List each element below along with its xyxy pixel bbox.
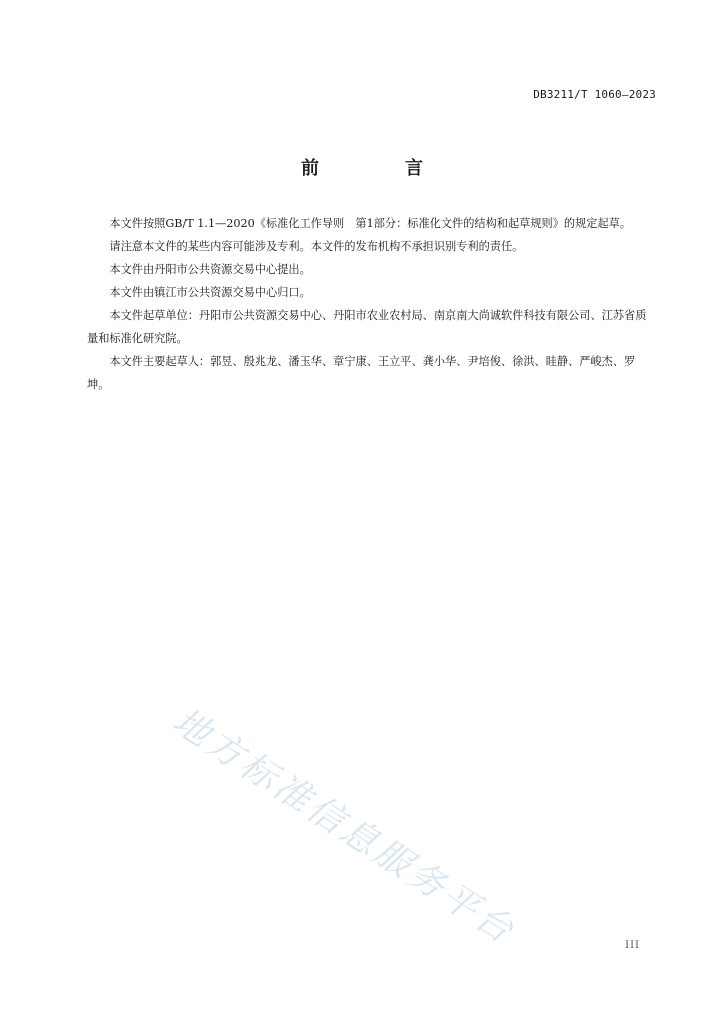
paragraph-centralized-unit: 本文件由镇江市公共资源交易中心归口。 — [109, 286, 311, 299]
paragraph-patent-notice: 请注意本文件的某些内容可能涉及专利。本文件的发布机构不承担识别专利的责任。 — [109, 240, 524, 253]
document-code: DB3211/T 1060—2023 — [533, 88, 656, 101]
preface-body — [87, 212, 657, 396]
watermark-text: 地方标准信息服务平台 — [165, 700, 524, 954]
page-number: III — [625, 940, 640, 951]
paragraph-drafting-units: 本文件起草单位：丹阳市公共资源交易中心、丹阳市农业农村局、南京南大尚诚软件科技有限公司、江苏省质量和标准化研究院。 — [87, 309, 647, 345]
page-title: 前 言 — [301, 158, 457, 179]
paragraph-drafters: 本文件主要起草人：郭昱、殷兆龙、潘玉华、章宁康、王立平、龚小华、尹培俊、徐洪、眭静、严峻杰、罗坤。 — [87, 355, 636, 391]
paragraph-proposer: 本文件由丹阳市公共资源交易中心提出。 — [109, 263, 311, 276]
paragraph-drafting-rules: 本文件按照GB/T 1.1—2020《标准化工作导则 第1部分：标准化文件的结构和起草规则》的规定起草。 — [109, 217, 632, 230]
